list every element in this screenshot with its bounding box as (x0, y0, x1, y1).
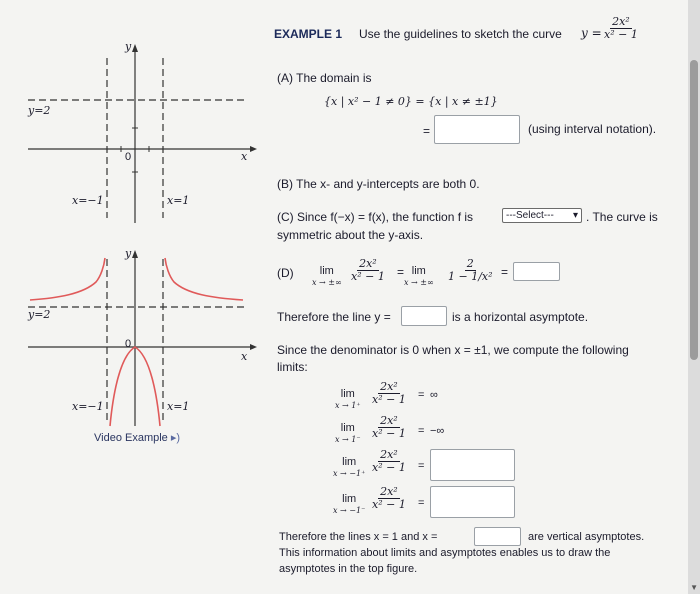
graph-bottom-vlabel-right: x=1 (167, 400, 190, 413)
limit-row-3-lim (333, 457, 365, 479)
limit-row-4-input[interactable] (430, 486, 515, 518)
interval-notation-note: (using interval notation). (528, 122, 657, 136)
x-axis-arrow (250, 344, 257, 350)
example-title: EXAMPLE 1 (274, 27, 343, 41)
fraction-numerator: 2x² (380, 448, 398, 461)
domain-equals: = (423, 124, 431, 138)
limit-row-3-eq: = (418, 460, 425, 472)
conclusion-line3: asymptotes in the top figure. (279, 563, 418, 575)
limit-row-2-eq: = (418, 425, 425, 437)
fraction-denominator: 1 − 1/x² (448, 270, 493, 283)
curve-right-branch (165, 258, 243, 300)
conclusion-line2: This information about limits and asymptotes enables us to draw the (279, 547, 611, 559)
y-axis-arrow (132, 250, 138, 258)
vertical-scrollbar[interactable] (688, 0, 700, 594)
limit-row-2-value: −∞ (430, 425, 445, 437)
curve-numerator: 2x² (612, 15, 630, 28)
limit-row-3-input[interactable] (430, 449, 515, 481)
y-axis-arrow (132, 44, 138, 52)
limit-row-2-lim (335, 423, 361, 445)
fraction-numerator: 2x² (359, 257, 377, 270)
video-example-label: Video Example (94, 432, 168, 444)
graph-bottom-hlabel: y=2 (28, 308, 51, 321)
domain-set-expression: {x | x² − 1 ≠ 0} = {x | x ≠ ±1} (324, 95, 498, 108)
fraction-numerator: 2x² (380, 485, 398, 498)
limit-row-3-fraction (370, 449, 408, 474)
graph-top-hlabel: y=2 (28, 104, 51, 117)
fraction-numerator: 2x² (380, 414, 398, 427)
chevron-down-icon: ▾ (572, 210, 578, 221)
example-intro: Use the guidelines to sketch the curve (359, 27, 562, 41)
conclusion-after: are vertical asymptotes. (528, 531, 645, 543)
lim-word: lim (342, 493, 357, 505)
limit-eq-1: = (397, 265, 405, 279)
limit-row-4-lim (333, 494, 365, 516)
lim-word: lim (340, 388, 355, 400)
symmetry-select-value: ---Select--- (506, 210, 554, 221)
curve-fraction (602, 16, 640, 41)
lim-subscript: x → 1⁺ (335, 401, 361, 410)
fraction-denominator: x² − 1 (372, 461, 406, 474)
graph-bottom-vlabel-left: x=−1 (72, 400, 104, 413)
fraction-denominator: x² − 1 (351, 270, 385, 283)
limit-row-2-fraction (370, 415, 408, 440)
horizontal-asymptote-input[interactable] (401, 306, 447, 326)
part-c-line2: symmetric about the y-axis. (277, 228, 424, 242)
speaker-icon: ▸) (170, 432, 181, 444)
limit-row-1-fraction (370, 381, 408, 406)
horizontal-asymptote-after: is a horizontal asymptote. (452, 310, 589, 324)
fraction-numerator: 2x² (380, 380, 398, 393)
graph-curve (18, 244, 278, 434)
limit-fraction-1 (349, 258, 387, 283)
conclusion-text: Therefore the lines x = 1 and x = (279, 531, 438, 543)
limit-row-1-lim (335, 389, 361, 411)
lim-word: lim (411, 265, 426, 277)
graph-top-ylabel: y (125, 40, 132, 53)
fraction-numerator: 2 (466, 257, 474, 270)
lim-subscript: x → 1⁻ (335, 435, 361, 444)
limit-row-4-eq: = (418, 497, 425, 509)
part-a-label: (A) The domain is (277, 71, 372, 85)
limit-eq-2: = (501, 265, 509, 279)
lim-subscript: x → −1⁻ (333, 506, 366, 515)
scrollbar-thumb[interactable] (690, 60, 698, 360)
vertical-asymptote-input[interactable] (474, 527, 521, 546)
part-c-after: . The curve is (586, 210, 658, 224)
limit-infinity-answer-input[interactable] (513, 262, 560, 281)
lim-word: lim (342, 456, 357, 468)
lim-subscript: x → −1⁺ (333, 469, 366, 478)
domain-answer-input[interactable] (434, 115, 520, 144)
part-b-text: (B) The x- and y-intercepts are both 0. (277, 177, 480, 191)
limit-row-4-fraction (370, 486, 408, 511)
graph-bottom-ylabel: y (125, 247, 132, 260)
limit-row-1-eq: = (418, 389, 425, 401)
vertical-intro-line1: Since the denominator is 0 when x = ±1, we compute the following (277, 343, 629, 357)
scroll-down-icon[interactable]: ▼ (690, 583, 698, 592)
curve-denominator: x² − 1 (604, 28, 638, 41)
lim-subscript: x → ±∞ (404, 278, 434, 287)
graph-bottom-origin: 0 (125, 338, 132, 350)
lim-word: lim (319, 265, 334, 277)
x-axis-arrow (250, 146, 257, 152)
fraction-denominator: x² − 1 (372, 427, 406, 440)
part-c-text: (C) Since f(−x) = f(x), the function f is (277, 210, 474, 224)
graph-asymptotes (18, 38, 278, 228)
limit-infinity-1 (312, 266, 342, 288)
vertical-intro-line2: limits: (277, 360, 308, 374)
graph-bottom-xlabel: x (241, 350, 248, 363)
limit-infinity-2 (404, 266, 434, 288)
fraction-denominator: x² − 1 (372, 393, 406, 406)
limit-fraction-2 (446, 258, 495, 283)
graph-top-xlabel: x (241, 150, 248, 163)
symmetry-select[interactable] (502, 208, 582, 223)
graph-top-vlabel-right: x=1 (167, 194, 190, 207)
video-example-link[interactable] (94, 431, 180, 444)
limit-row-1-value: ∞ (430, 389, 438, 401)
curve-lhs: y = (581, 26, 602, 40)
lim-subscript: x → ±∞ (312, 278, 342, 287)
horizontal-asymptote-text: Therefore the line y = (277, 310, 391, 324)
graph-top-vlabel-left: x=−1 (72, 194, 104, 207)
graph-top-origin: 0 (125, 151, 132, 163)
part-d-label: (D) (277, 266, 294, 280)
lim-word: lim (340, 422, 355, 434)
fraction-denominator: x² − 1 (372, 498, 406, 511)
curve-left-branch (30, 258, 105, 300)
